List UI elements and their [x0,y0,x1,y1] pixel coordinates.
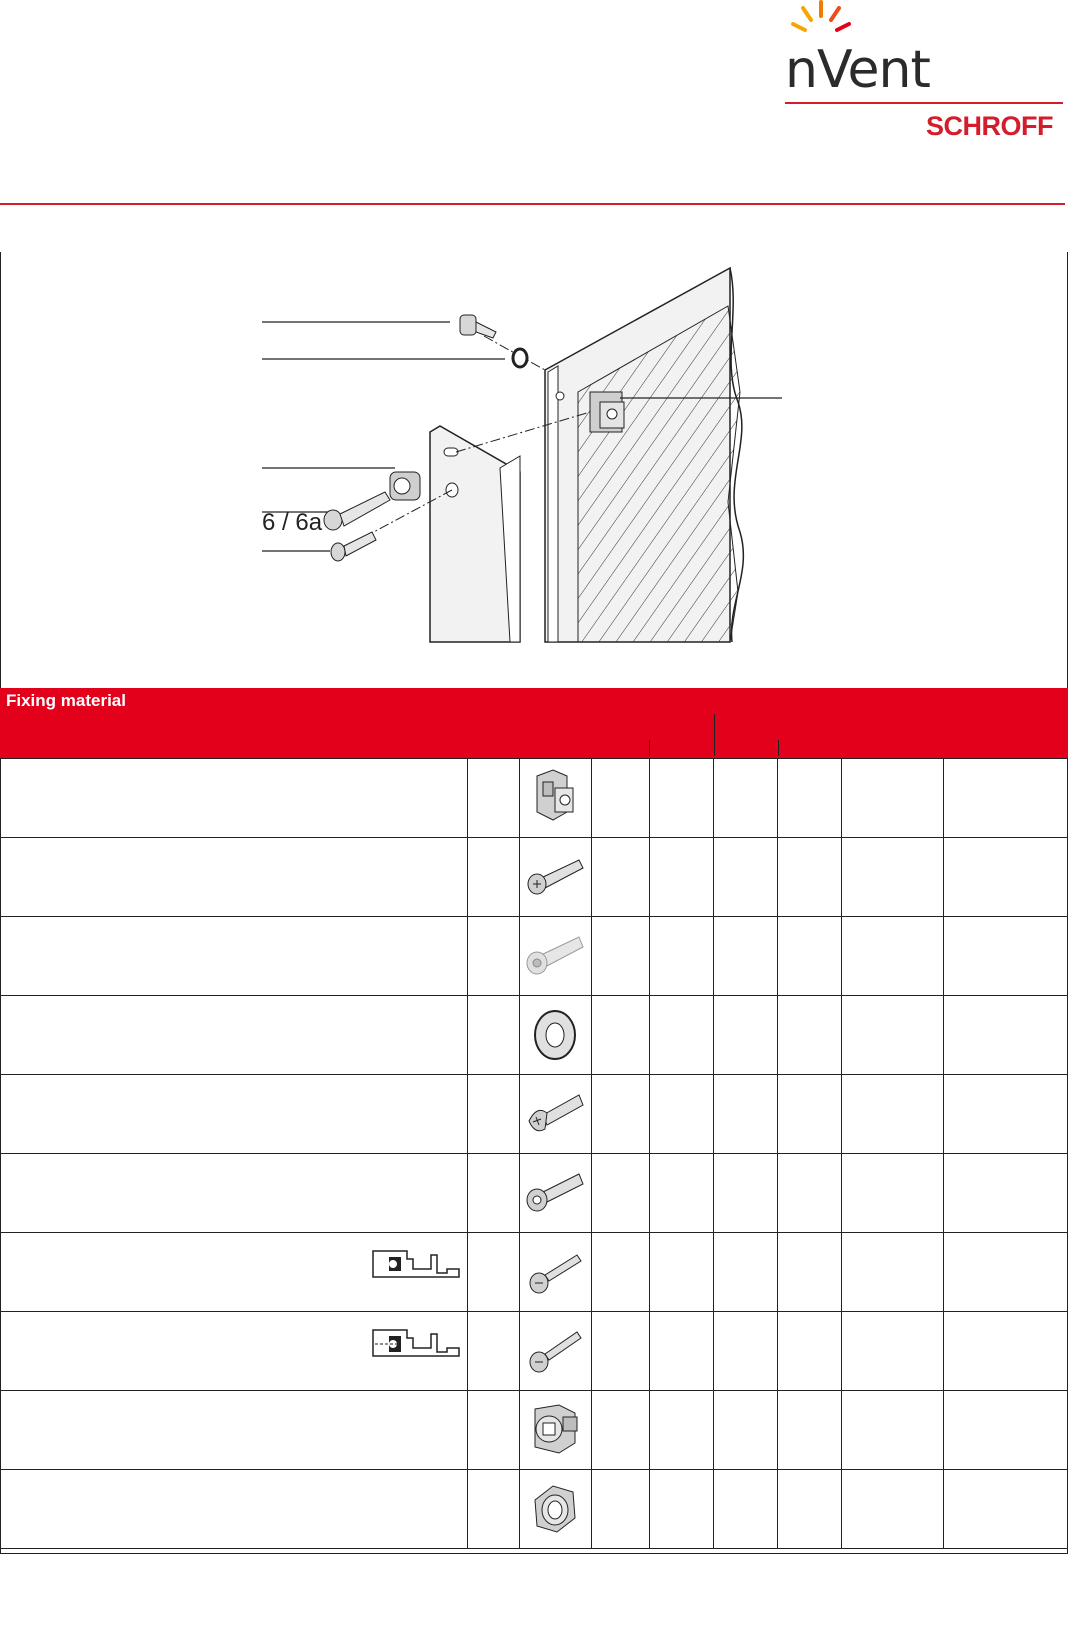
data-cell [467,1075,519,1154]
header-cell [943,688,1068,759]
data-cell [777,1470,841,1549]
front-panel [430,426,520,642]
data-cell [943,1391,1068,1470]
header-cell [519,688,591,759]
brand-subname: SCHROFF [926,111,1053,141]
description-cell [0,1075,467,1154]
data-cell [841,838,943,917]
data-cell [713,1233,777,1312]
description-cell [0,1233,467,1312]
captive-screw-long-icon [525,1324,585,1378]
data-cell [943,838,1068,917]
data-cell [591,996,649,1075]
data-cell [591,1233,649,1312]
table-row [0,1312,1068,1391]
brand-logo [785,0,1065,140]
torx-screw-icon [523,931,587,981]
data-cell [467,917,519,996]
description-cell [0,1154,467,1233]
data-cell [841,1075,943,1154]
data-cell [943,917,1068,996]
data-cell [943,1233,1068,1312]
data-cell [467,1391,519,1470]
data-cell [777,917,841,996]
data-cell [713,1391,777,1470]
data-cell [649,917,713,996]
data-cell [943,1154,1068,1233]
image-cell [519,996,591,1075]
data-cell [841,759,943,838]
data-cell [467,1312,519,1391]
data-cell [713,917,777,996]
data-cell [713,1470,777,1549]
data-cell [591,1470,649,1549]
image-cell [519,1075,591,1154]
data-cell [467,1470,519,1549]
data-cell [713,1154,777,1233]
brand-wordmark: nVent [785,40,930,100]
data-cell [649,1233,713,1312]
data-cell [777,1312,841,1391]
data-cell [591,1154,649,1233]
profile-section-icon [371,1247,463,1281]
data-cell [841,1470,943,1549]
header-group [591,688,841,759]
data-cell [943,759,1068,838]
image-cell [519,1312,591,1391]
data-cell [649,1075,713,1154]
data-cell [841,917,943,996]
data-cell [777,838,841,917]
torx-pan-screw-icon [523,1166,587,1220]
table-row [0,1154,1068,1233]
data-cell [649,1154,713,1233]
pan-head-screw-icon [523,852,587,902]
image-cell [519,1391,591,1470]
data-cell [467,1233,519,1312]
collar-nut-icon [525,1478,585,1540]
header-divider [0,203,1065,205]
description-cell [0,996,467,1075]
description-cell [0,1391,467,1470]
image-cell [519,1470,591,1549]
profile-section-icon [371,1326,463,1360]
data-cell [943,1075,1068,1154]
data-cell [649,996,713,1075]
data-cell [591,1391,649,1470]
table-header [0,688,1068,759]
data-cell [777,1233,841,1312]
brand-rule [785,102,1063,104]
header-cell [467,688,519,759]
image-cell [519,1233,591,1312]
table-row [0,838,1068,917]
table-row [0,1470,1068,1549]
data-cell [841,996,943,1075]
data-cell [591,917,649,996]
data-cell [467,1154,519,1233]
data-cell [591,759,649,838]
data-cell [467,759,519,838]
captive-screw-icon [525,1245,585,1299]
data-cell [777,1154,841,1233]
data-cell [713,1312,777,1391]
data-cell [713,996,777,1075]
data-cell [841,1391,943,1470]
image-cell [519,917,591,996]
panel-clip [590,392,624,432]
data-cell [713,759,777,838]
data-cell [777,996,841,1075]
data-cell [649,759,713,838]
description-cell [0,838,467,917]
image-cell [519,838,591,917]
table-row [0,917,1068,996]
data-cell [777,759,841,838]
data-cell [591,1075,649,1154]
table-row [0,996,1068,1075]
countersunk-screw-icon [523,1087,587,1141]
table-row [0,1233,1068,1312]
data-cell [943,1470,1068,1549]
data-cell [467,996,519,1075]
table-row [0,1075,1068,1154]
data-cell [943,996,1068,1075]
captive-nut [390,472,420,500]
rear-panel [545,268,743,642]
data-cell [841,1233,943,1312]
table-row [0,1391,1068,1470]
data-cell [777,1075,841,1154]
image-cell [519,1154,591,1233]
table-title: Fixing material [0,688,467,759]
description-cell [0,917,467,996]
data-cell [649,1391,713,1470]
fixing-material-table [0,688,1068,1549]
clip-nut-icon [527,766,583,830]
data-cell [841,1312,943,1391]
data-cell [777,1391,841,1470]
callout-label: 6 / 6a [262,509,323,536]
long-screw [324,492,390,530]
data-cell [591,1312,649,1391]
data-cell [943,1312,1068,1391]
description-cell [0,1312,467,1391]
countersunk-screw [331,532,376,561]
washer-icon [527,1005,583,1065]
data-cell [713,1075,777,1154]
data-cell [649,1470,713,1549]
data-cell [649,838,713,917]
data-cell [649,1312,713,1391]
sleeve-icon [523,1399,587,1461]
image-cell [519,759,591,838]
data-cell [467,838,519,917]
data-cell [713,838,777,917]
table-row [0,759,1068,838]
description-cell [0,759,467,838]
description-cell [0,1470,467,1549]
data-cell [841,1154,943,1233]
data-cell [591,838,649,917]
assembly-drawing [0,252,1068,688]
header-cell [841,688,943,759]
